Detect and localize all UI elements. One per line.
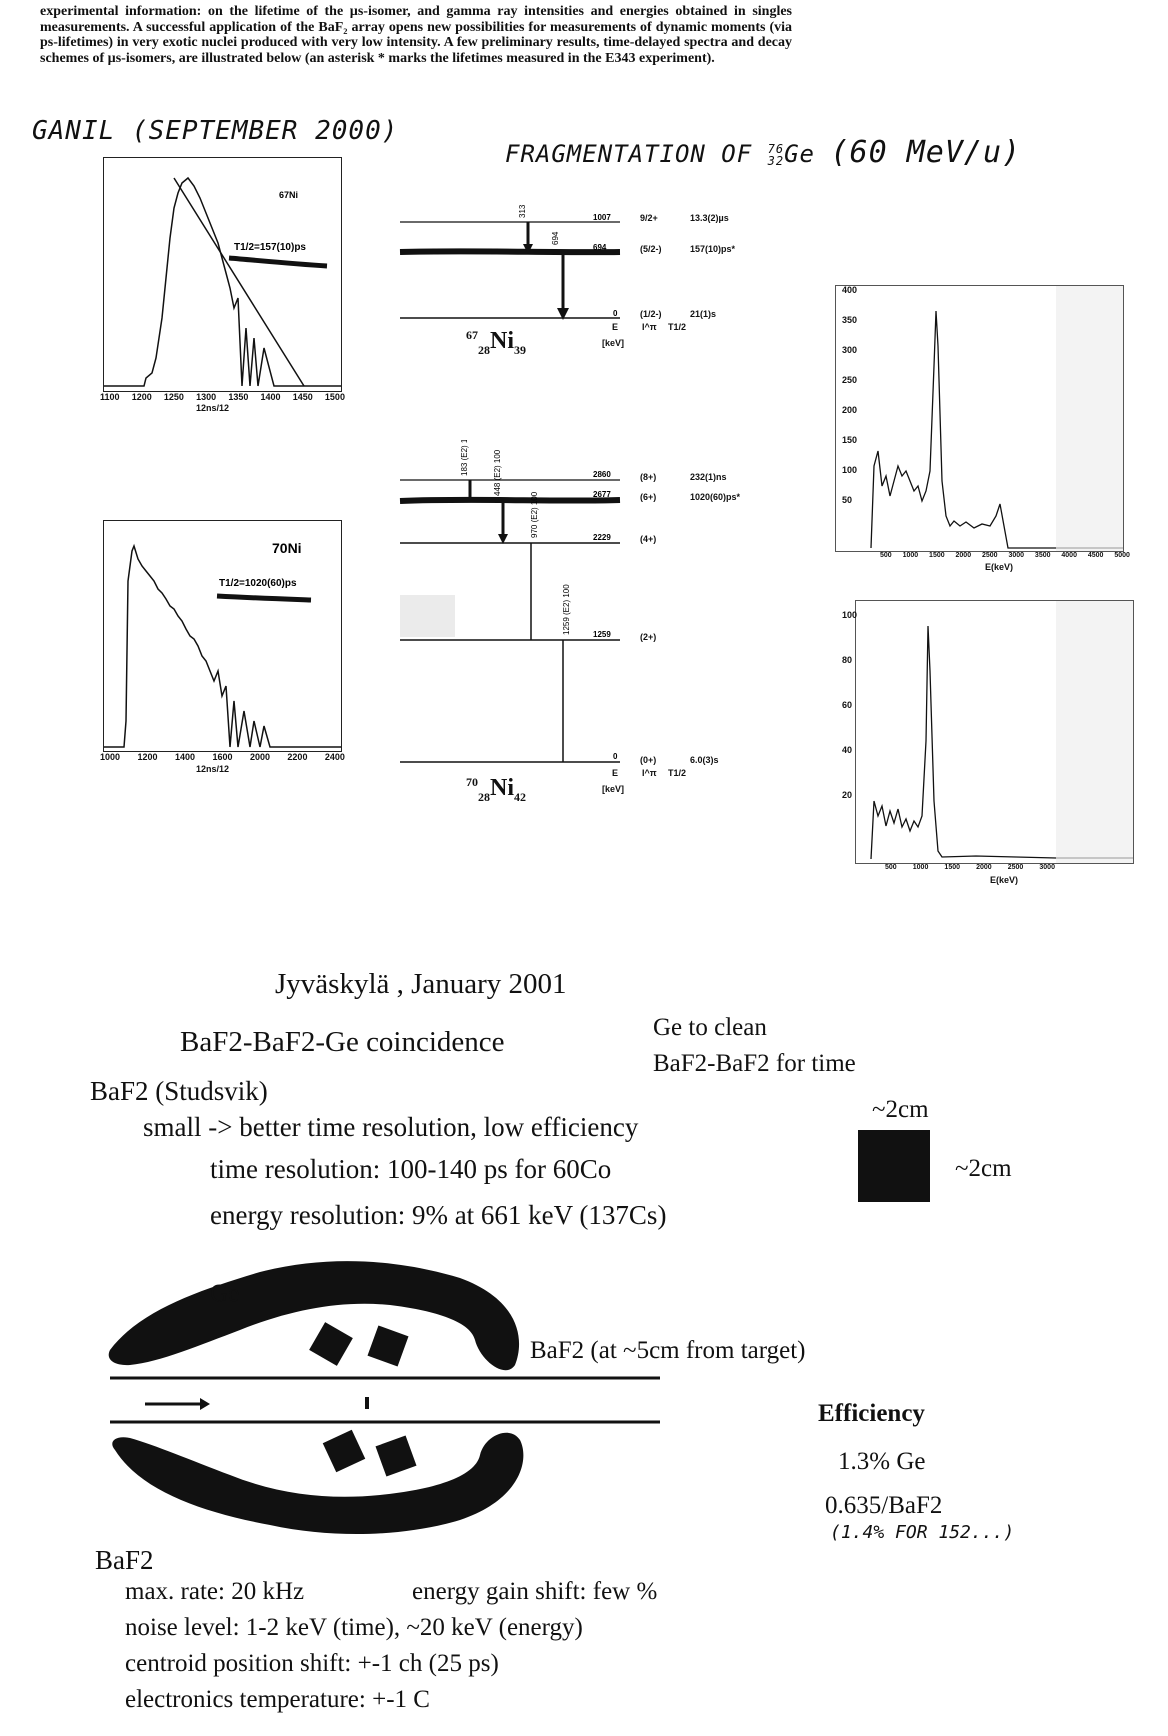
scan-shadow	[1056, 286, 1123, 551]
ni67-gamma-label: 313	[518, 204, 527, 218]
spec-top-ytick: 250	[842, 375, 858, 385]
centroid-shift: centroid position shift: +-1 ch (25 ps)	[125, 1650, 499, 1677]
ni67-footer-unit: [keV]	[602, 338, 625, 348]
ni67-nucleus-label	[466, 328, 526, 358]
ni67-footer-i: I^π	[642, 322, 657, 332]
baf2-crystal-lower-right	[375, 1435, 416, 1476]
ni67-level-line-isomer	[400, 251, 620, 252]
ni70-footer-e: E	[612, 768, 619, 778]
ni70-t-0: 232(1)ns	[690, 472, 727, 482]
ni70-plot-label: 70Ni	[272, 540, 302, 556]
ni67-xticks	[100, 392, 345, 402]
ni70-z: 28	[478, 789, 490, 804]
target-marker	[365, 1397, 369, 1409]
spec-top-xticks	[880, 552, 1130, 559]
ni70-level-line-isomer	[400, 500, 620, 501]
ni67-xtick: 1450	[292, 392, 313, 402]
spec-top-ytick: 50	[842, 495, 853, 505]
ni70-xticks	[100, 752, 345, 762]
ni67-histogram	[104, 178, 341, 386]
ni70-histogram	[104, 546, 341, 747]
beam-arrowhead	[200, 1398, 210, 1410]
spec-top-xtick: 2500	[981, 552, 998, 559]
spec-bot-ytick: 100	[842, 610, 858, 620]
ge-detector-lower	[112, 1433, 523, 1534]
spec-bot-xtick: 2500	[1007, 864, 1024, 871]
ni67-xtick: 1350	[228, 392, 249, 402]
energy-spectrum-bottom-svg	[856, 601, 1133, 863]
noise-level: noise level: 1-2 keV (time), ~20 keV (energy)	[125, 1614, 583, 1641]
energy-spectrum-bottom	[855, 600, 1134, 864]
ni67-xtick: 1400	[260, 392, 281, 402]
ni70-xtick: 2400	[324, 752, 345, 762]
ni70-gamma-label: 448 (E2) 100	[493, 449, 502, 496]
detector-setup-svg	[100, 1250, 680, 1550]
energy-resolution: energy resolution: 9% at 661 keV (137Cs)	[210, 1200, 667, 1230]
energy-spectrum-top-svg	[836, 286, 1123, 551]
ni70-gamma-label: 1259 (E2) 100	[562, 584, 571, 635]
ni70-jp-3: (2+)	[640, 632, 657, 642]
ni70-gamma-label: 183 (E2) 100	[460, 440, 469, 476]
spec-bot-xtick: 3000	[1039, 864, 1055, 871]
ni67-footer-e: E	[612, 322, 619, 332]
ni70-nucleus-label	[466, 775, 526, 805]
ni70-footer-i: I^π	[642, 768, 657, 778]
ni67-symbol: Ni	[490, 328, 514, 354]
efficiency-ge: 1.3% Ge	[838, 1448, 926, 1475]
spec-top-xtick: 1500	[929, 552, 945, 559]
spec-top-ytick: 300	[842, 345, 858, 355]
beam-energy: (60 MeV/u)	[830, 135, 1022, 170]
ni67-gamma-label: 694	[551, 231, 560, 245]
detector-setup-diagram	[100, 1250, 680, 1550]
baf2-position-label: BaF2 (at ~5cm from target)	[530, 1337, 806, 1364]
efficiency-handwritten-note: (1.4% FOR 152...)	[830, 1522, 1015, 1543]
energy-spectrum-top	[835, 285, 1124, 552]
ni67-xtick: 1250	[163, 392, 184, 402]
efficiency-baf2: 0.635/BaF2	[825, 1492, 943, 1519]
ni70-xtick: 2200	[287, 752, 308, 762]
spec-top-xtick: 500	[880, 552, 892, 559]
ni67-time-spectrum	[103, 157, 342, 392]
ni70-jp-1: (6+)	[640, 492, 657, 502]
ge-symbol: Ge	[784, 140, 815, 168]
ni70-level-energy: 2677	[593, 490, 611, 499]
baf2-crystal-upper-left	[309, 1322, 353, 1366]
spec-top-ytick: 150	[842, 435, 858, 445]
ni67-mass: 67	[466, 328, 478, 342]
ni70-mass: 70	[466, 775, 478, 789]
ni67-lifetime-marker	[229, 258, 327, 266]
ni70-jp-2: (4+)	[640, 534, 657, 544]
spec-bot-xtick: 1000	[912, 864, 929, 871]
ni67-xtick: 1500	[324, 392, 345, 402]
ni70-xtick: 1400	[174, 752, 195, 762]
ni70-xlabel: 12ns/12	[196, 764, 230, 774]
ni67-t-2: 21(1)s	[690, 309, 717, 319]
spec-top-xtick: 3000	[1008, 552, 1025, 559]
ni67-level-energy: 694	[593, 243, 607, 252]
ni70-level-energy: 2860	[593, 470, 611, 479]
ni70-n: 42	[514, 789, 526, 804]
handwritten-ganil: GANIL (SEPTEMBER 2000)	[32, 116, 399, 146]
ge-z: 32	[767, 154, 785, 168]
energy-gain-shift: energy gain shift: few %	[412, 1578, 658, 1605]
ni70-decay-scheme	[395, 440, 635, 770]
ni70-scan-smudge	[400, 595, 455, 637]
spec-top-xtick: 3500	[1034, 552, 1051, 559]
ni70-jp-0: (8+)	[640, 472, 657, 482]
ni70-footer-unit: [keV]	[602, 784, 625, 794]
spec-top-xtick: 4500	[1087, 552, 1104, 559]
ni70-footer-t: T1/2	[668, 768, 687, 778]
ni70-spectrum-svg	[104, 521, 341, 751]
handwritten-fragmentation	[505, 135, 1021, 170]
baf2-crystal-upper-right	[367, 1325, 408, 1366]
ni70-xtick: 1000	[100, 752, 121, 762]
ni67-z: 28	[478, 342, 490, 357]
time-resolution: time resolution: 100-140 ps for 60Co	[210, 1154, 612, 1184]
spec-bot-xtick: 2000	[976, 864, 992, 871]
ni67-footer-t: T1/2	[668, 322, 687, 332]
spec-top-ytick: 100	[842, 465, 858, 475]
ni67-xlabel: 12ns/12	[196, 403, 230, 413]
spec-top-xlabel: E(keV)	[985, 562, 1014, 572]
ni70-lifetime-marker	[217, 596, 311, 600]
intro-paragraph: experimental information: on the lifetime of the µs-isomer, and gamma ray intensities and energies obtained in singles measurements. A successful application of the BaF₂ array opens new possibilities for measurements of dynamic moments (via ps-lifetimes) in very exotic nuclei produced with very low intensity. A few preliminary results, time-delayed spectra and decay schemes of µs-isomers, are illustrated below (an asterisk * marks the lifetimes measured in the E343 experiment).	[40, 4, 792, 66]
ni70-xtick: 1600	[212, 752, 233, 762]
spec-top-ytick: 400	[842, 285, 858, 295]
max-rate: max. rate: 20 kHz	[125, 1578, 305, 1605]
spec-bot-xtick: 500	[885, 864, 897, 871]
spec-top-xtick: 2000	[955, 552, 972, 559]
ni70-scheme-svg	[395, 440, 635, 770]
small-better-time: small -> better time resolution, low efficiency	[143, 1112, 639, 1142]
ni70-level-energy: 0	[613, 752, 618, 761]
ge-detector-label: Ge	[210, 1280, 240, 1307]
electronics-temperature: electronics temperature: +-1 C	[125, 1686, 430, 1713]
ni70-level-energy: 2229	[593, 533, 611, 542]
ni67-xtick: 1200	[131, 392, 152, 402]
baf2-crystal-square	[858, 1130, 930, 1202]
ni67-t-1: 157(10)ps*	[690, 244, 736, 254]
ge-detector-upper	[109, 1261, 519, 1370]
ni70-gamma-label: 970 (E2) 100	[530, 491, 539, 538]
spec-top-ytick: 200	[842, 405, 858, 415]
ni70-xtick: 1200	[137, 752, 158, 762]
ge-clean-line1: Ge to clean	[653, 1014, 767, 1041]
spec-top-ytick: 350	[842, 315, 858, 325]
ni70-t-4: 6.0(3)s	[690, 755, 719, 765]
ni67-xtick: 1300	[196, 392, 217, 402]
baf2-list-title: BaF2	[95, 1545, 154, 1575]
jyvaskyla-title: Jyväskylä , January 2001	[275, 968, 567, 1000]
ni70-jp-4: (0+)	[640, 755, 657, 765]
ni67-level-energy: 1007	[593, 213, 611, 222]
crystal-height-label: ~2cm	[955, 1155, 1012, 1182]
ge-mass: 76	[767, 142, 785, 156]
baf2-crystal-lower-left	[323, 1430, 366, 1473]
ni67-xtick: 1100	[100, 392, 120, 402]
ni67-plot-label: 67Ni	[279, 190, 299, 200]
baf2-studsvik-heading: BaF2 (Studsvik)	[90, 1076, 268, 1106]
ni70-xtick: 2000	[249, 752, 270, 762]
ni67-plot-lifetime: T1/2=157(10)ps	[234, 242, 306, 253]
ni67-jp-2: (1/2-)	[640, 309, 662, 319]
ni70-level-energy: 1259	[593, 630, 611, 639]
crystal-width-label: ~2cm	[872, 1096, 929, 1123]
ni67-n: 39	[514, 342, 526, 357]
spec-bot-ytick: 60	[842, 700, 853, 710]
ni67-level-energy: 0	[613, 309, 618, 318]
ni67-jp-0: 9/2+	[640, 213, 658, 223]
spec-bot-xlabel: E(keV)	[990, 875, 1019, 885]
ni70-time-spectrum	[103, 520, 342, 752]
spec-top-xtick: 1000	[902, 552, 919, 559]
spec-top-xtick: 5000	[1114, 552, 1130, 559]
ge-clean-line2: BaF2-BaF2 for time	[653, 1050, 856, 1077]
spec-bot-xtick: 1500	[944, 864, 960, 871]
spec-bot-ytick: 40	[842, 745, 853, 755]
spec-bot-ytick: 20	[842, 790, 853, 800]
spec-bot-xticks	[885, 864, 1055, 871]
spec-bot-ytick: 80	[842, 655, 853, 665]
ni70-plot-lifetime: T1/2=1020(60)ps	[219, 578, 297, 589]
scan-shadow	[1056, 601, 1133, 863]
ni67-t-0: 13.3(2)µs	[690, 213, 729, 223]
fragmentation-prefix: FRAGMENTATION OF	[505, 140, 768, 168]
ni67-fit-line	[174, 178, 304, 386]
ni70-symbol: Ni	[490, 775, 514, 801]
ni67-jp-1: (5/2-)	[640, 244, 662, 254]
ni67-spectrum-svg	[104, 158, 341, 391]
coincidence-heading: BaF2-BaF2-Ge coincidence	[180, 1026, 505, 1058]
ge-nuclide-indices	[768, 143, 784, 167]
ni70-t-1: 1020(60)ps*	[690, 492, 741, 502]
efficiency-title: Efficiency	[818, 1400, 925, 1427]
spec-top-xtick: 4000	[1061, 552, 1077, 559]
spec-bot-yticks	[842, 610, 857, 800]
spec-top-yticks	[842, 285, 857, 505]
